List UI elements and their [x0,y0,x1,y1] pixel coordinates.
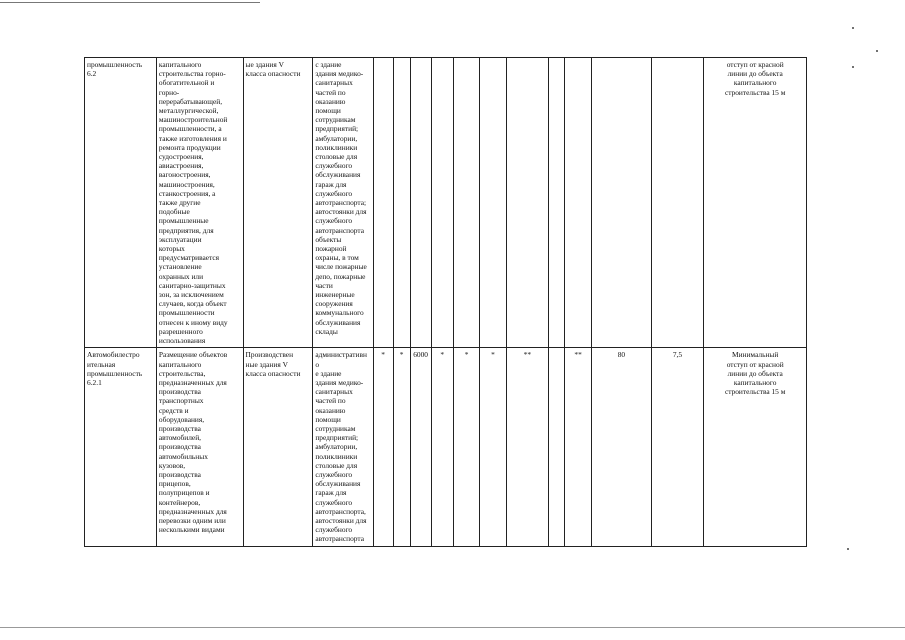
param-cell [549,348,565,546]
scan-bottom-line [0,627,905,628]
param-cell [592,58,651,348]
param-cell [564,58,591,348]
use-description-cell: Размещение объектов капитального строительства, предназначенных для производства транспортных средств и оборудования, производства автомобилей, производства автомобильных кузовов, производства прицепов, полуприцепов и контейнеров, предназначенных для перевозки одним или несколькими видами [156,348,243,546]
param-cell: * [431,348,453,546]
use-description-cell: капитального строительства горно- обогатительной и горно- перерабатывающей, металлургической, машиностроительной промышленности, а также изготовления и ремонта продукции судостроения, авиастроения, вагоностроения, машиностроения, станкостроения, а также другие подобные промышленные предприятия, для эксплуатации которых предусматривается установление охранных или санитарно-защитных зон, за исключением случаев, когда объект промышленности отнесен к иному виду разрешенного использования [156,58,243,348]
scan-speck [852,66,854,68]
param-cell [549,58,565,348]
zoning-regulations-table [84,57,807,547]
param-cell: * [480,348,506,546]
param-cell: 6000 [410,348,431,546]
setback-cell: Минимальный отступ от красной линии до объекта капитального строительства 15 м [704,348,807,546]
scan-speck [847,548,849,550]
hazard-class-cell: Производствен ные здания V класса опасности [243,348,313,546]
param-cell [453,58,479,348]
param-cell: * [453,348,479,546]
param-cell [431,58,453,348]
param-cell [393,58,410,348]
auxiliary-uses-cell: с здание здания медико- санитарных частей по оказанию помощи сотрудникам предприятий; амбулатории, поликлиники столовые для служебного обслуживания гараж для служебного автотранспорта; автостоянки для служебного автотранспорта объекты пожарной охраны, в том числе пожарные депо, пожарные части инженерные сооружения коммунального обслуживания склады [313,58,373,348]
param-cell: ** [564,348,591,546]
scan-speck [852,27,854,29]
use-type-name-cell: промышленность 6.2 [85,58,157,348]
param-cell: * [373,348,393,546]
scan-speck [876,50,878,52]
param-cell: 80 [592,348,651,546]
param-cell: * [393,348,410,546]
param-cell [373,58,393,348]
param-cell: 7,5 [651,348,704,546]
param-cell [506,58,548,348]
param-cell: ** [506,348,548,546]
scan-edge-line [0,2,260,3]
setback-cell: отступ от красной линии до объекта капитального строительства 15 м [704,58,807,348]
hazard-class-cell: ые здания V класса опасности [243,58,313,348]
param-cell [410,58,431,348]
auxiliary-uses-cell: административно е здание здания медико- санитарных частей по оказанию помощи сотрудникам предприятий; амбулатории, поликлиники столовые для служебного обслуживания гараж для служебного автотранспорта, автостоянки для служебного автотранспорта [313,348,373,546]
table-row [85,58,807,348]
param-cell [651,58,704,348]
table-row [85,348,807,546]
param-cell [480,58,506,348]
use-type-name-cell: Автомобилестро ительная промышленность 6.2.1 [85,348,157,546]
